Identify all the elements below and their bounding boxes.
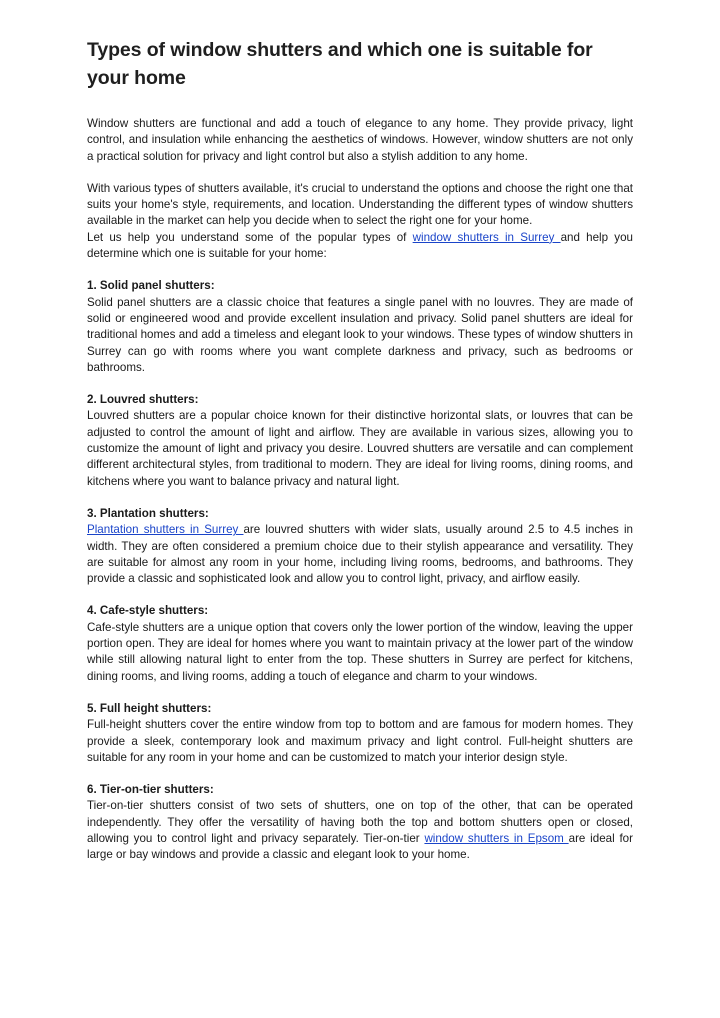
tier-text-after-link: are ideal for large or bay windows and provide a classic and elegant look to your home. bbox=[87, 831, 633, 862]
section-heading-solid-panel: 1. Solid panel shutters: bbox=[87, 279, 215, 293]
page-title: Types of window shutters and which one is suitable for your home bbox=[87, 39, 593, 89]
document-page bbox=[87, 36, 633, 864]
section-heading-louvred: 2. Louvred shutters: bbox=[87, 393, 199, 407]
section-body-louvred: Louvred shutters are a popular choice known for their distinctive horizontal slats, or louvres that can be adjusted to control the amount of light and airflow. They are available in various sizes, allowing you to customize the amount of light and privacy you desire. Louvred shutters are versatile and can complement different architectural styles, from traditional to modern. They are ideal for living rooms, dining rooms, and kitchens where you want to balance privacy and natural light. bbox=[87, 409, 633, 488]
intro-text-before-link: Let us help you understand some of the popular types of bbox=[87, 230, 413, 244]
section-heading-full-height: 5. Full height shutters: bbox=[87, 701, 212, 715]
section-heading-tier-on-tier: 6. Tier-on-tier shutters: bbox=[87, 783, 214, 797]
section-body-cafe-style: Cafe-style shutters are a unique option that covers only the lower portion of the window, leaving the upper portion open. They are ideal for homes where you want to maintain privacy at the lower part of the window while still allowing natural light to enter from the top. These shutters in Surrey are perfect for kitchens, dining rooms, and living rooms, adding a touch of elegance and charm to your windows. bbox=[87, 620, 633, 683]
spacer bbox=[87, 165, 633, 181]
spacer bbox=[87, 766, 633, 782]
intro-paragraph-2: With various types of shutters available, it's crucial to understand the options and choose the right one that suits your home's style, requirements, and location. Understanding the different types of window shutters available in the market can help you decide when to select the right one for your home. bbox=[87, 181, 633, 228]
section-body-full-height: Full-height shutters cover the entire window from top to bottom and are famous for modern homes. They provide a sleek, contemporary look and maximum privacy and light control. Full-height shutters are suitable for any room in your home and can be customized to match your interior design style. bbox=[87, 718, 633, 764]
window-shutters-epsom-link[interactable]: window shutters in Epsom bbox=[424, 831, 569, 845]
plantation-shutters-surrey-link[interactable]: Plantation shutters in Surrey bbox=[87, 523, 244, 537]
plantation-body-text: are louvred shutters with wider slats, usually around 2.5 to 4.5 inches in width. They are often considered a premium choice due to their stylish appearance and versatility. They are suitable for almost any room in your home, including living rooms, bedrooms, and bathrooms. They provide a classic and sophisticated look and allow you to control light, privacy, and airflow easily. bbox=[87, 523, 633, 586]
section-body-tier-on-tier bbox=[87, 798, 633, 863]
intro-paragraph-1: Window shutters are functional and add a touch of elegance to any home. They provide privacy, light control, and insulation while enhancing the aesthetics of windows. However, window shutters are not only a practical solution for privacy and light control but also a stylish addition to any home. bbox=[87, 117, 633, 163]
spacer bbox=[87, 685, 633, 701]
spacer bbox=[87, 92, 633, 116]
spacer bbox=[87, 587, 633, 603]
spacer bbox=[87, 376, 633, 392]
section-heading-plantation: 3. Plantation shutters: bbox=[87, 506, 209, 520]
section-body-solid-panel: Solid panel shutters are a classic choice that features a single panel with no louvres. They are made of solid or engineered wood and provide excellent insulation and privacy. Solid panel shutters are ideal for traditional homes and add a timeless and elegant look to your windows. These types of window shutters in Surrey can go with rooms where you want complete darkness and privacy, such as bedrooms or bathrooms. bbox=[87, 295, 633, 374]
spacer bbox=[87, 262, 633, 278]
section-body-plantation bbox=[87, 522, 633, 587]
window-shutters-surrey-link[interactable]: window shutters in Surrey bbox=[412, 230, 561, 244]
tier-text-before-link: Tier-on-tier shutters consist of two sets of shutters, one on top of the other, that can be operated independently. They offer the versatility of having both the top and bottom shutters open or closed, allowing you to control light and privacy separately. Tier-on-tier bbox=[87, 799, 633, 845]
spacer bbox=[87, 490, 633, 506]
section-heading-cafe-style: 4. Cafe-style shutters: bbox=[87, 604, 209, 618]
intro-paragraph-3 bbox=[87, 230, 633, 263]
intro-text-after-link: and help you determine which one is suitable for your home: bbox=[87, 230, 633, 261]
